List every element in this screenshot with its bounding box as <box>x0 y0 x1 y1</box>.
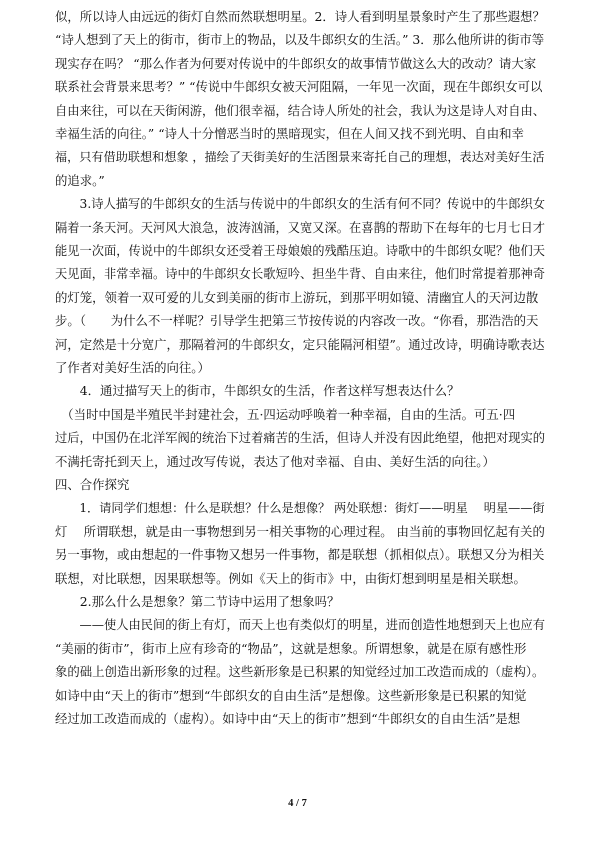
text-line: 自由来往，可以在天街闲游，他们很幸福，结合诗人所处的社会，我认为这是诗人对自由、 <box>55 103 545 118</box>
text-line: 隔着一条天河。天河风大浪急，波涛汹涌，又宽又深。在喜鹊的帮助下在每年的七月七日才 <box>55 220 545 235</box>
text-line: 天见面，非常幸福。诗中的牛郎织女长歌短吟、担坐牛背、自由来往，他们时常提着那神奇 <box>55 267 545 282</box>
text-line: 联系社会背景来思考？” “传说中牛郎织女被天河阻隔，一年见一次面，现在牛郎织女可以 <box>55 79 543 95</box>
text-line: “美丽的街市”，街市上应有珍奇的“物品”，这就是想象。所谓想象，就是在原有感性形 <box>55 640 527 656</box>
text-line: 灯 所谓联想，就是由一事物想到另一相关事物的心理过程。 由当前的事物回忆起有关的 <box>55 524 545 539</box>
text-line: 3.诗人描写的牛郎织女的生活与传说中的牛郎织女的生活有何不同？传说中的牛郎织女 <box>55 197 546 212</box>
text-line: 福，只有借助联想和想象 ，描绘了天街美好的生活图景来寄托自己的理想，表达对美好生活 <box>55 150 545 165</box>
text-line: 1．请同学们想想：什么是联想？什么是想像？ 两处联想：街灯——明星 明星——街 <box>55 501 545 516</box>
text-line: 不满托寄托到天上，通过改写传说，表达了他对幸福、自由、美好生活的向往。） <box>55 453 495 469</box>
text-line: 经过加工改造而成的（虚构）。如诗中由“天上的街市”想到“牛郎织女的自由生活”是想 <box>55 711 521 726</box>
text-line: 步。（ 为什么不一样呢？引导学生把第三节按传说的内容改一改。“你看，那浩浩的天 <box>55 313 539 329</box>
text-line: 了作者对美好生活的向往。） <box>55 360 210 375</box>
text-line: 的灯笼，领着一双可爱的儿女到美丽的街市上游玩，到那平明如镜、清幽宜人的天河边散 <box>55 289 539 305</box>
text-line: 另一事物，或由想起的一件事物又想另一件事物，都是联想（抓相似点）。联想又分为相关 <box>55 547 545 563</box>
page-number: 4 / 7 <box>288 798 307 809</box>
text-line: 能见一次面，传说中的牛郎织女还受着王母娘娘的残酷压迫。诗歌中的牛郎织女呢？他们天 <box>55 244 545 258</box>
text-line: 河，定然是十分宽广，那隔着河的牛郎织女，定只能隔河相望”。通过改诗，明确诗歌表达 <box>55 336 545 352</box>
text-line: 象的础上创造出新形象的过程。这些新形象是已积累的知觉经过加工改造而成的（虚构）。 <box>55 664 545 680</box>
text-line: 如诗中由“天上的街市”想到“牛郎织女的自由生活”是想像。这些新形象是已积累的知觉 <box>55 687 527 703</box>
text-line: 四、合作探究 <box>55 477 130 492</box>
text-line: 过后，中国仍在北洋军阀的统治下过着痛苦的生活，但诗人并没有因此绝望，他把对现实的 <box>55 431 545 446</box>
text-line: 现实存在吗？ “那么作者为何要对传说中的牛郎织女的故事情节做这么大的改动？请大家 <box>55 55 537 71</box>
text-line: （当时中国是半殖民半封建社会，五·四运动呼唤着一种幸福，自由的生活。可五·四 <box>55 406 516 422</box>
text-line: 2.那么什么是想象？第二节诗中运用了想象吗？ <box>55 594 340 609</box>
text-line: 的追求。” <box>55 172 105 188</box>
text-line: “诗人想到了天上的街市，街市上的物品，以及牛郎织女的生活。” 3．那么他所讲的街市等 <box>55 32 545 48</box>
text-line: ——使人由民间的街上有灯，而天上也有类似灯的明星，进而创造性地想到天上也应有 <box>55 618 545 633</box>
text-line: 联想，对比联想，因果联想等。例如《天上的街市》中，由街灯想到明星是相关联想。 <box>55 570 526 586</box>
text-line: 4．通过描写天上的街市，牛郎织女的生活，作者这样写想表达什么？ <box>55 383 460 399</box>
text-line: 似，所以诗人由远远的街灯自然而然联想明星。2．诗人看到明星景象时产生了那些遐想？ <box>55 10 545 24</box>
text-line: 幸福生活的向往。” “诗人十分憎恶当时的黑暗现实，但在人间又找不到光明、自由和幸 <box>55 126 524 141</box>
